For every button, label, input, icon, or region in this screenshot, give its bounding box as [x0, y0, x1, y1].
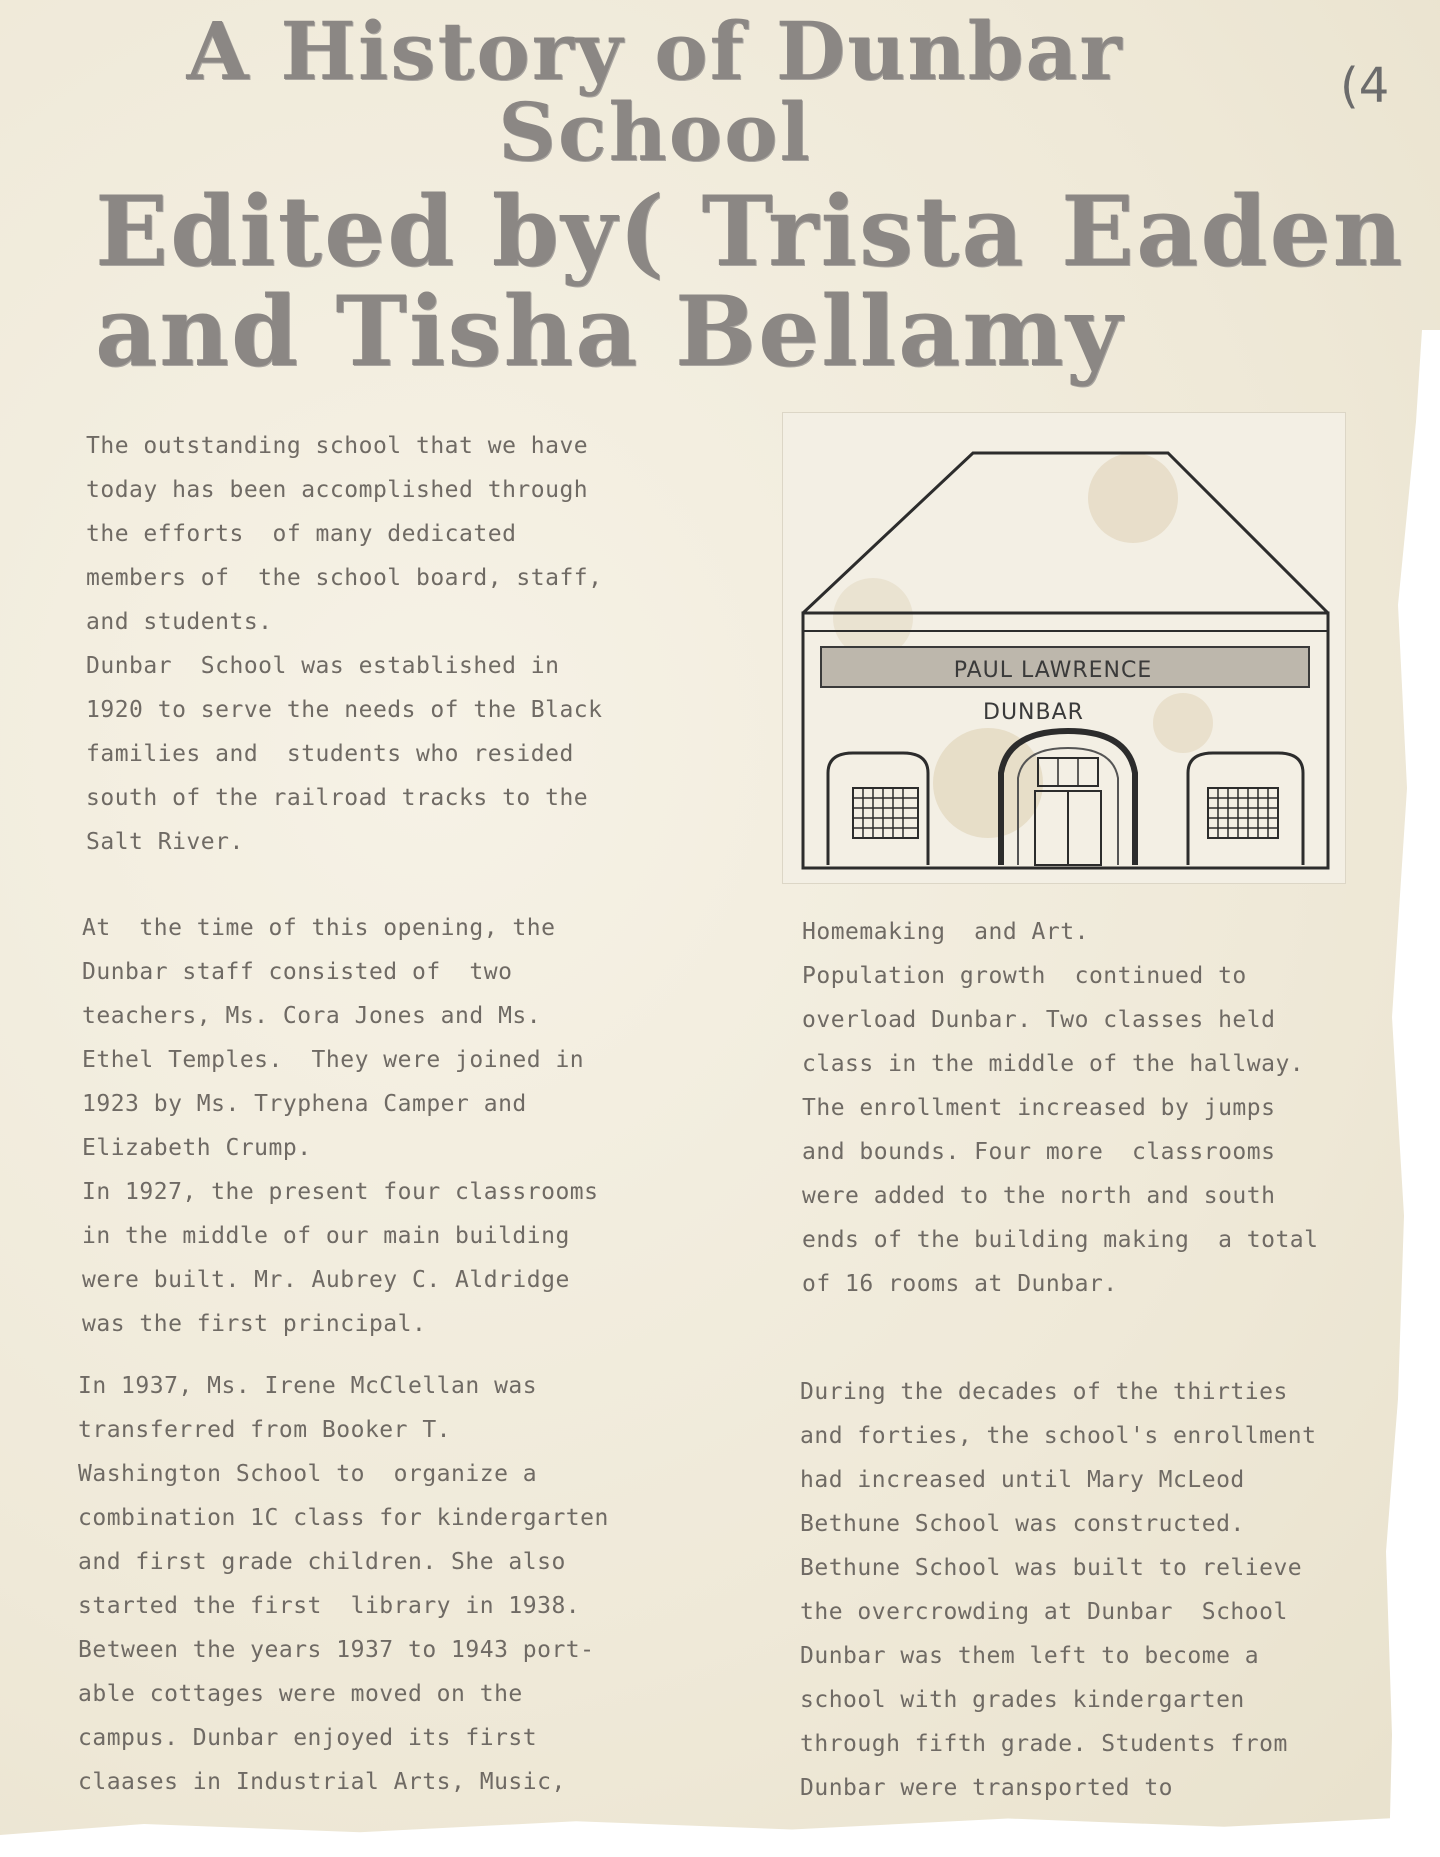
- text-line: Between the years 1937 to 1943 port-: [78, 1637, 595, 1663]
- column-2-block-2: [800, 1370, 1317, 1810]
- text-line: through fifth grade. Students from: [800, 1731, 1288, 1757]
- column-1-block-1: [86, 424, 603, 864]
- text-line: Dunbar were transported to: [800, 1775, 1174, 1801]
- column-2-block-1: [802, 910, 1319, 1306]
- text-line: transferred from Booker T.: [78, 1417, 452, 1443]
- text-line: Elizabeth Crump.: [82, 1135, 312, 1161]
- text-line: teachers, Ms. Cora Jones and Ms.: [82, 1003, 542, 1029]
- column-1-block-2: [82, 906, 599, 1346]
- text-line: able cottages were moved on the: [78, 1681, 523, 1707]
- text-line: and forties, the school's enrollment: [800, 1423, 1317, 1449]
- school-building-drawing: [782, 412, 1346, 884]
- text-line: of 16 rooms at Dunbar.: [802, 1271, 1118, 1297]
- text-line: Washington School to organize a: [78, 1461, 538, 1487]
- text-line: The outstanding school that we have: [86, 433, 589, 459]
- text-line: combination 1C class for kindergarten: [78, 1505, 609, 1531]
- text-line: and bounds. Four more classrooms: [802, 1139, 1276, 1165]
- text-line: in the middle of our main building: [82, 1223, 570, 1249]
- text-line: were built. Mr. Aubrey C. Aldridge: [82, 1267, 570, 1293]
- text-line: In 1937, Ms. Irene McClellan was: [78, 1373, 538, 1399]
- text-line: Dunbar School was established in: [86, 653, 560, 679]
- text-line: The enrollment increased by jumps: [802, 1095, 1276, 1121]
- column-1-block-3: [78, 1364, 609, 1804]
- text-line: ends of the building making a total: [802, 1227, 1319, 1253]
- text-line: Dunbar staff consisted of two: [82, 959, 513, 985]
- text-line: Bethune School was built to relieve: [800, 1555, 1303, 1581]
- text-line: the overcrowding at Dunbar School: [800, 1599, 1288, 1625]
- text-line: 1923 by Ms. Tryphena Camper and: [82, 1091, 527, 1117]
- editors-line-1: Edited by( Trista Eaden: [95, 175, 1405, 288]
- text-line: During the decades of the thirties: [800, 1379, 1288, 1405]
- text-line: school with grades kindergarten: [800, 1687, 1245, 1713]
- text-line: started the first library in 1938.: [78, 1593, 581, 1619]
- document-title: [95, 4, 1405, 388]
- page-number: (4: [1340, 58, 1390, 114]
- text-line: were added to the north and south: [802, 1183, 1276, 1209]
- text-line: and first grade children. She also: [78, 1549, 566, 1575]
- text-line: had increased until Mary McLeod: [800, 1467, 1245, 1493]
- text-line: In 1927, the present four classrooms: [82, 1179, 599, 1205]
- text-line: Salt River.: [86, 829, 244, 855]
- text-line: and students.: [86, 609, 273, 635]
- text-line: campus. Dunbar enjoyed its first: [78, 1725, 538, 1751]
- text-line: claases in Industrial Arts, Music,: [78, 1769, 566, 1795]
- text-line: was the first principal.: [82, 1311, 427, 1337]
- text-line: south of the railroad tracks to the: [86, 785, 589, 811]
- sign-line-2: DUNBAR: [983, 700, 1084, 725]
- title-line-2: School: [498, 85, 812, 179]
- text-line: Population growth continued to: [802, 963, 1247, 989]
- text-line: Homemaking and Art.: [802, 919, 1089, 945]
- sign-line-1: PAUL LAWRENCE: [953, 658, 1153, 683]
- title-line-1: A History of Dunbar: [186, 4, 1124, 98]
- editors-line-2: and Tisha Bellamy: [95, 275, 1124, 388]
- text-line: Ethel Temples. They were joined in: [82, 1047, 585, 1073]
- text-line: the efforts of many dedicated: [86, 521, 517, 547]
- text-line: Bethune School was constructed.: [800, 1511, 1245, 1537]
- text-line: class in the middle of the hallway.: [802, 1051, 1305, 1077]
- text-line: 1920 to serve the needs of the Black: [86, 697, 603, 723]
- school-building-sketch: [783, 413, 1345, 883]
- text-line: overload Dunbar. Two classes held: [802, 1007, 1276, 1033]
- text-line: today has been accomplished through: [86, 477, 589, 503]
- text-line: families and students who resided: [86, 741, 574, 767]
- text-line: Dunbar was them left to become a: [800, 1643, 1260, 1669]
- text-line: members of the school board, staff,: [86, 565, 603, 591]
- text-line: At the time of this opening, the: [82, 915, 556, 941]
